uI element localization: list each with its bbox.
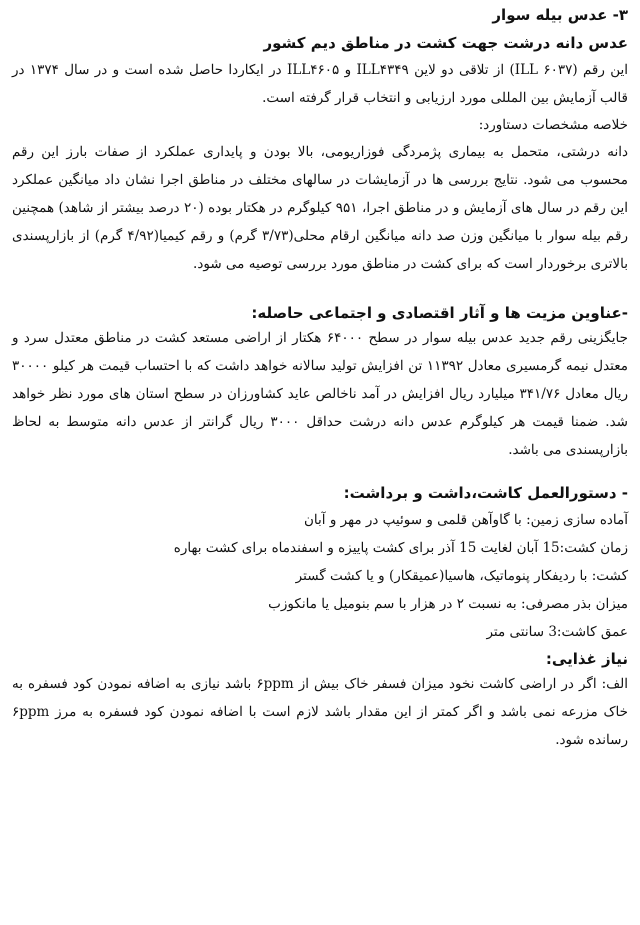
instruction-line: آماده سازی زمین: با گاوآهن قلمی و سوئیپ در مهر و آبان [304,512,628,528]
instruction-line: زمان کشت:15 آبان لغایت 15 آذر برای کشت پاییزه و اسفندماه برای کشت بهاره [173,540,628,556]
nutrition-heading: نیاز غذایی: [545,650,628,668]
nutrition-paragraph: الف: اگر در اراضی کاشت نخود میزان فسفر خاک بیش از ۶ppm باشد نیازی به اضافه نمودن کود فسفره به خاک مزرعه نمی باشد و اگر کمتر از این مقدار باشد لازم است با اضافه نمودن کود فسفره به مرز ۶ppm رسانده شود. [12,676,628,748]
intro-paragraph: این رقم (ILL ۶۰۳۷) از تلاقی دو لاین ILL۴۳۴۹ و ILL۴۶۰۵ در ایکاردا حاصل شده است و در سال ۱۳۷۴ در قالب آزمایش بین المللی مورد ارزیابی و انتخاب قرار گرفته است. [12,62,629,106]
instruction-line: میزان بذر مصرفی: به نسبت ۲ در هزار با سم بنومیل یا مانکوزب [268,596,628,612]
instructions-heading: - دستورالعمل کاشت،داشت و برداشت: [343,484,628,502]
document-page [12,4,628,754]
instruction-line: کشت: با ردیفکار پنوماتیک، هاسیا(عمیقکار) و یا کشت گستر [295,568,628,584]
benefits-paragraph: جایگزینی رقم جدید عدس بیله سوار در سطح ۶۴۰۰۰ هکتار از اراضی مستعد کشت در مناطق معتدل سرد و معتدل نیمه گرمسیری معادل ۱۱۳۹۲ تن افزایش تولید سالانه خواهد داشت که با احتساب قیمت هر کیلو ۳۰۰۰۰ ریال معادل ۳۴۱/۷۶ میلیارد ریال افزایش در آمد ناخالص عاید کشاورزان در سطح استان های مورد نظر خواهد شد. ضمنا قیمت هر کیلوگرم عدس دانه درشت حداقل ۳۰۰۰ ریال گرانتر از عدس دانه متوسط به لحاظ بازارپسندی می باشد. [12,330,629,458]
summary-label: خلاصه مشخصات دستاورد: [478,117,628,133]
section-heading-lentil-bilehsavar: ۳- عدس بیله سوار [492,6,628,24]
section-subheading: عدس دانه درشت جهت کشت در مناطق دیم کشور [263,34,628,52]
instruction-line: عمق کاشت:3 سانتی متر [486,624,628,640]
benefits-heading: -عناوین مزیت ها و آثار اقتصادی و اجتماعی حاصله: [251,304,628,322]
summary-paragraph: دانه درشتی، متحمل به بیماری پژمردگی فوزاریومی، بالا بودن و پایداری عملکرد از صفات بارز این رقم محسوب می شود. نتایج بررسی ها در آزمایشات در سالهای مختلف در مناطق اجرا نشان داد میانگین عملکرد این رقم در سال های آزمایش و در مناطق اجرا، ۹۵۱ کیلوگرم در هکتار بوده (۲۰ درصد بیشتر از شاهد) همچنین رقم بیله سوار با میانگین وزن صد دانه میانگین ارقام محلی(۳/۷۳ گرم) و رقم کیمیا(۴/۹۲ گرم) از بازارپسندی بالاتری برخوردار است که برای کشت در مناطق مورد بررسی توصیه می شود. [12,144,629,272]
